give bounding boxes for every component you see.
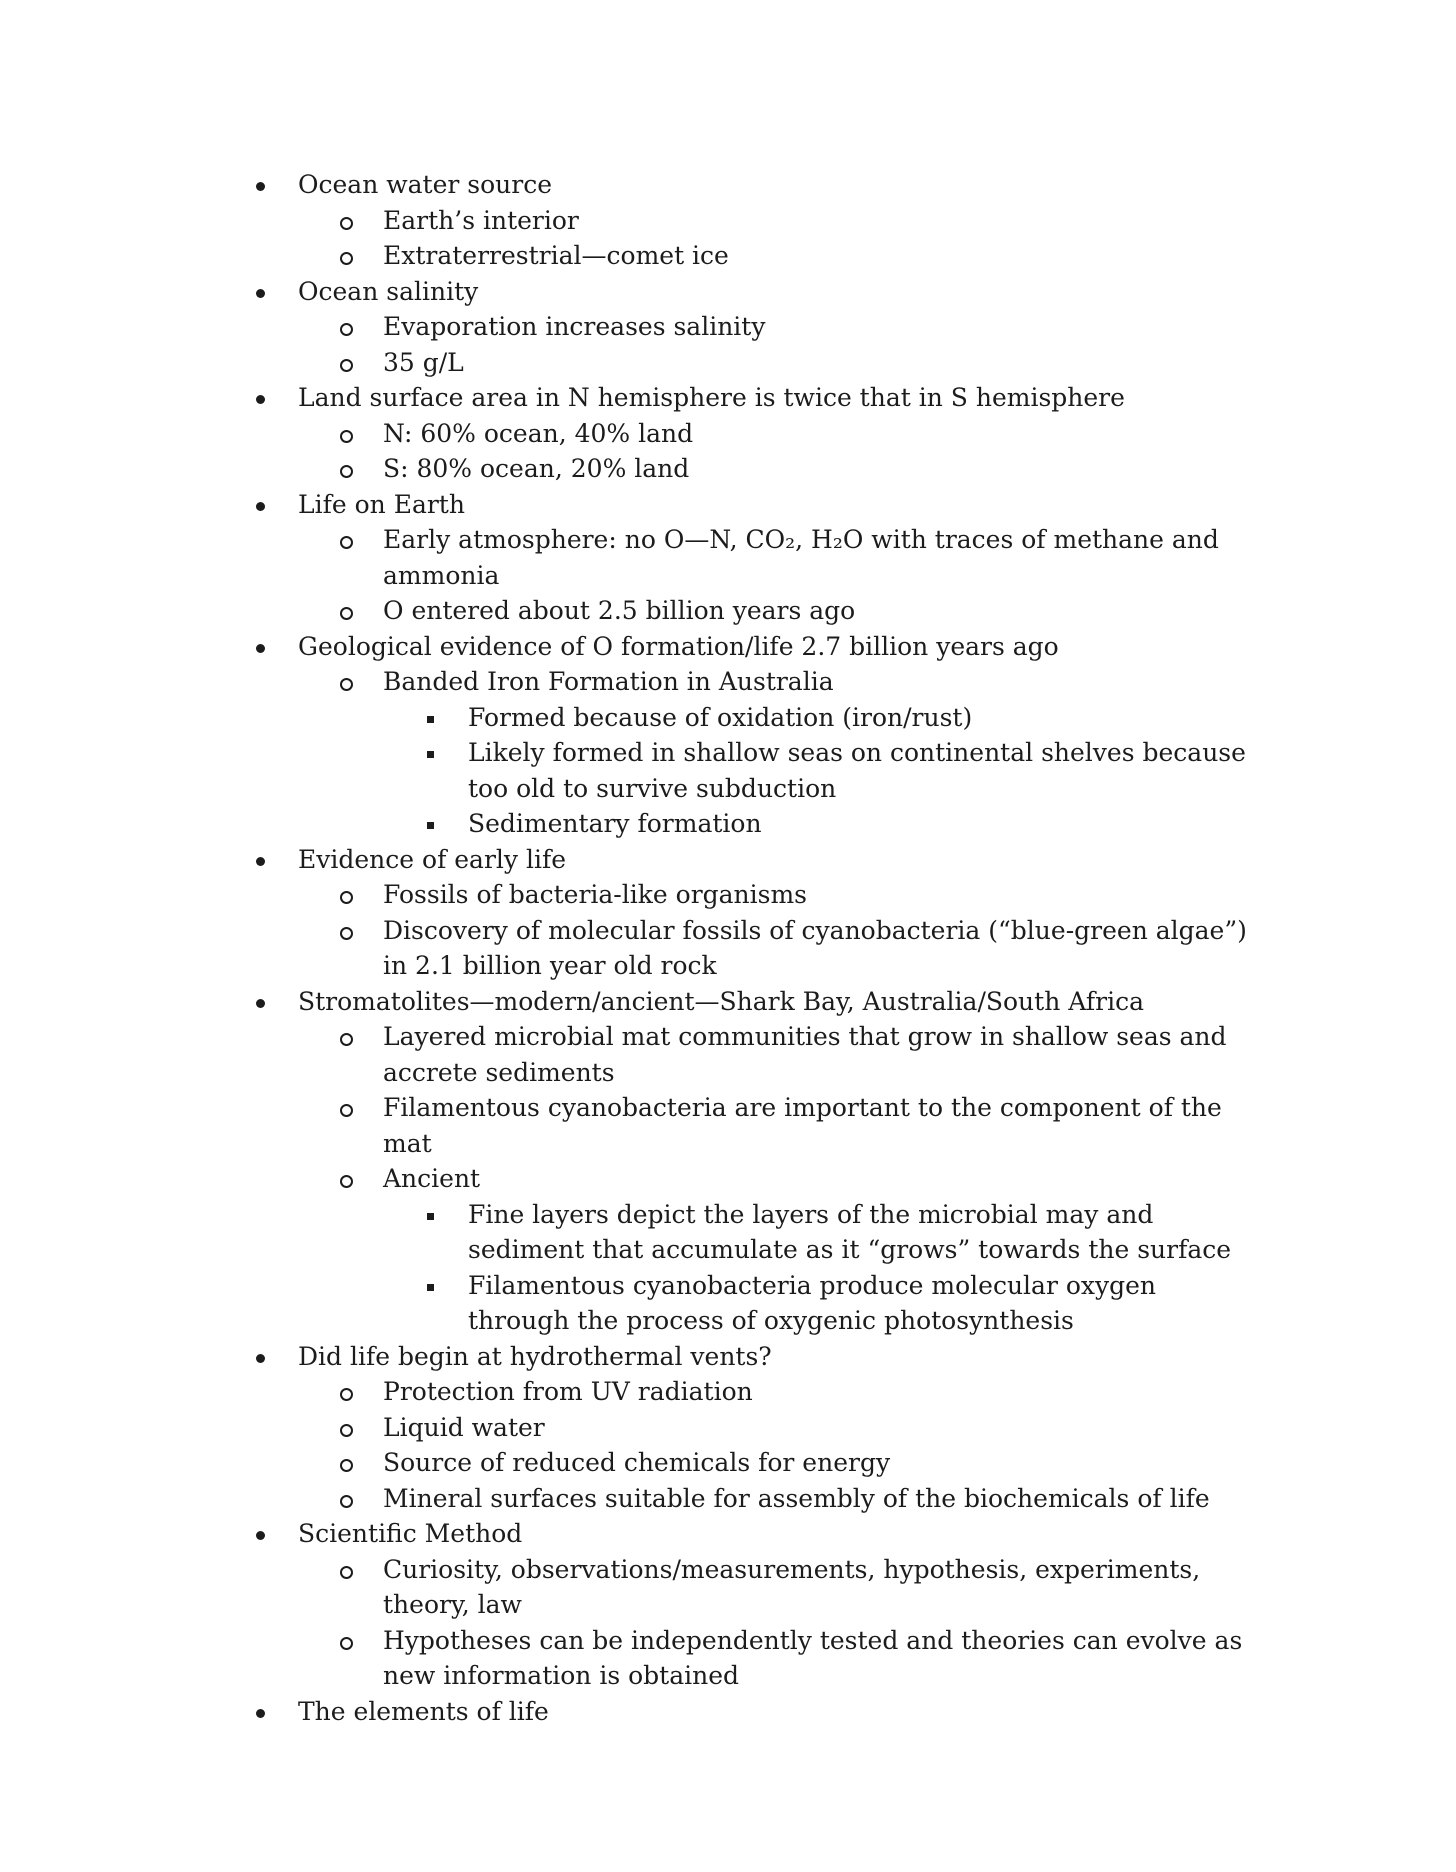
outline-item-level-2 (0, 1410, 1258, 1446)
outline-item-text: Life on Earth (298, 489, 465, 519)
outline-item-level-2 (0, 593, 1258, 629)
outline-item-level-3 (0, 735, 1258, 806)
outline-item-text: Formed because of oxidation (iron/rust) (468, 702, 973, 732)
outline-item-text: Hypotheses can be independently tested and theories can evolve as new information is obtained (383, 1625, 1243, 1690)
outline-item-level-1 (0, 167, 1258, 203)
outline-item-text: Filamentous cyanobacteria produce molecular oxygen through the process of oxygenic photosynthesis (468, 1270, 1157, 1335)
outline-item-level-2 (0, 1552, 1258, 1623)
outline-item-level-1 (0, 842, 1258, 878)
outline-item-level-1 (0, 629, 1258, 665)
outline-item-text: Likely formed in shallow seas on continental shelves because too old to survive subduction (468, 738, 1246, 803)
outline-item-text: Mineral surfaces suitable for assembly of the biochemicals of life (383, 1483, 1210, 1513)
outline-item-level-2 (0, 451, 1258, 487)
outline-item-level-2 (0, 203, 1258, 239)
outline-item-level-2 (0, 345, 1258, 381)
outline-item-text: Early atmosphere: no O—N, CO₂, H₂O with traces of methane and ammonia (383, 525, 1219, 590)
outline-item-text: O entered about 2.5 billion years ago (383, 596, 856, 625)
outline-item-text: Earth’s interior (383, 205, 579, 235)
notes-outline (0, 167, 1456, 1729)
outline-item-text: Ocean water source (298, 170, 553, 199)
outline-item-text: Banded Iron Formation in Australia (383, 667, 834, 696)
outline-item-text: Stromatolites—modern/ancient—Shark Bay, Australia/South Africa (298, 986, 1144, 1016)
outline-item-text: S: 80% ocean, 20% land (383, 454, 690, 483)
outline-item-level-2 (0, 309, 1258, 345)
outline-item-text: 35 g/L (383, 347, 464, 377)
outline-item-text: Sedimentary formation (468, 809, 762, 838)
outline-item-level-2 (0, 1623, 1258, 1694)
outline-item-level-2 (0, 1019, 1258, 1090)
outline-item-text: Geological evidence of O formation/life 2.7 billion years ago (298, 631, 1059, 661)
outline-item-level-1 (0, 487, 1258, 523)
outline-item-text: Protection from UV radiation (383, 1377, 753, 1406)
outline-item-text: Extraterrestrial—comet ice (383, 241, 729, 270)
outline-item-level-1 (0, 1339, 1258, 1375)
outline-item-text: Layered microbial mat communities that grow in shallow seas and accrete sediments (383, 1022, 1227, 1087)
outline-item-text: Liquid water (383, 1412, 545, 1442)
outline-item-text: Fine layers depict the layers of the microbial may and sediment that accumulate as it “grows” towards the surface (468, 1199, 1232, 1264)
outline-item-text: Discovery of molecular fossils of cyanobacteria (“blue-green algae”) in 2.1 billion year old rock (383, 915, 1247, 980)
outline-item-level-2 (0, 1374, 1258, 1410)
outline-item-level-2 (0, 1161, 1258, 1197)
outline-item-level-3 (0, 1268, 1258, 1339)
outline-item-level-2 (0, 1481, 1258, 1517)
outline-item-level-3 (0, 700, 1258, 736)
outline-item-text: Ancient (383, 1164, 481, 1193)
outline-item-text: Filamentous cyanobacteria are important to the component of the mat (383, 1093, 1222, 1158)
outline-item-level-2 (0, 416, 1258, 452)
outline-item-level-2 (0, 664, 1258, 700)
outline-item-text: Ocean salinity (298, 276, 479, 306)
outline-item-level-2 (0, 1090, 1258, 1161)
outline-item-level-1 (0, 380, 1258, 416)
outline-item-level-2 (0, 522, 1258, 593)
outline-item-level-2 (0, 877, 1258, 913)
outline-item-level-2 (0, 913, 1258, 984)
outline-item-text: The elements of life (298, 1696, 549, 1726)
outline-item-text: Source of reduced chemicals for energy (383, 1448, 891, 1477)
outline-item-level-2 (0, 1445, 1258, 1481)
outline-item-text: Fossils of bacteria-like organisms (383, 880, 808, 909)
outline-item-text: N: 60% ocean, 40% land (383, 418, 694, 448)
outline-item-level-2 (0, 238, 1258, 274)
outline-item-text: Scientific Method (298, 1519, 523, 1548)
outline-item-text: Land surface area in N hemisphere is twice that in S hemisphere (298, 383, 1125, 412)
outline-item-level-1 (0, 984, 1258, 1020)
outline-item-text: Evaporation increases salinity (383, 312, 766, 341)
outline-item-text: Evidence of early life (298, 844, 567, 874)
outline-item-level-1 (0, 1694, 1258, 1730)
outline-item-text: Did life begin at hydrothermal vents? (298, 1341, 772, 1371)
outline-item-level-1 (0, 1516, 1258, 1552)
outline-item-level-3 (0, 1197, 1258, 1268)
outline-item-text: Curiosity, observations/measurements, hypothesis, experiments, theory, law (383, 1554, 1201, 1619)
outline-item-level-1 (0, 274, 1258, 310)
outline-item-level-3 (0, 806, 1258, 842)
